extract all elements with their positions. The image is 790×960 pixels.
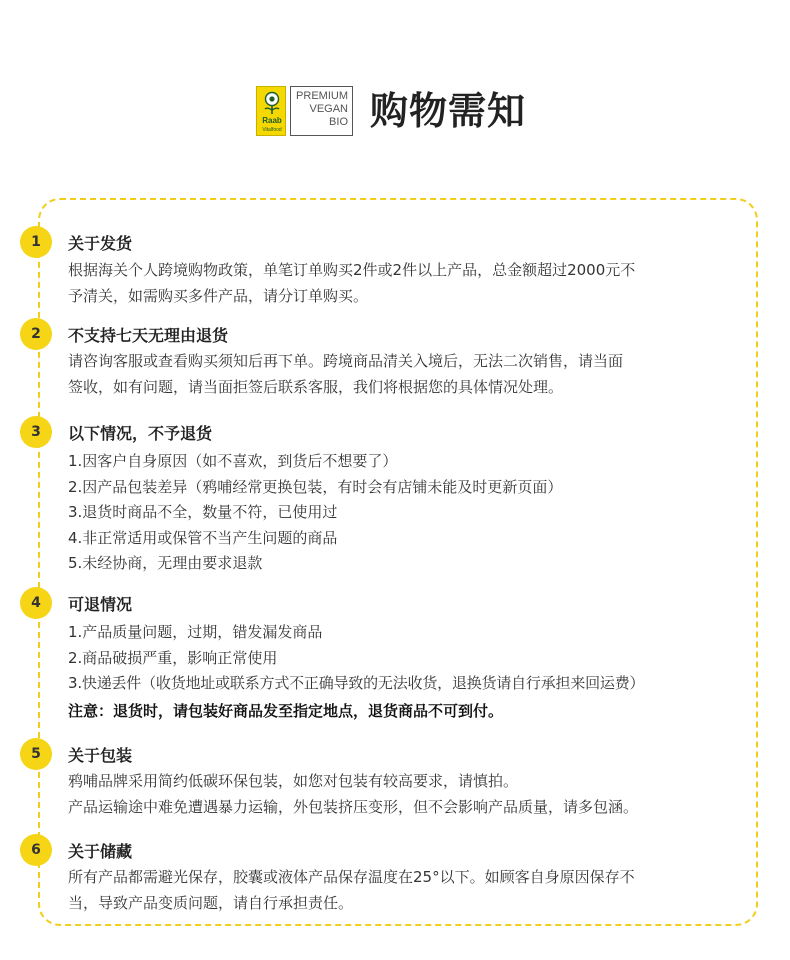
section-title: 可退情况	[68, 595, 133, 614]
premium-vegan-bio-badge	[290, 86, 353, 136]
section-title: 关于包装	[68, 746, 133, 765]
section-title: 关于储藏	[68, 842, 133, 861]
body-line: 当，导致产品变质问题，请自行承担责任。	[68, 893, 354, 912]
section-body	[68, 349, 768, 400]
raab-logo	[256, 86, 286, 136]
body-line: 产品运输途中难免遭遇暴力运输，外包装挤压变形，但不会影响产品质量，请多包涵。	[68, 797, 639, 816]
body-line: 鸦哺品牌采用简约低碳环保包装，如您对包装有较高要求，请慎拍。	[68, 772, 519, 790]
body-line: 根据海关个人跨境购物政策，单笔订单购买2件或2件以上产品，总金额超过2000元不	[68, 261, 636, 279]
body-line: 1.产品质量问题，过期，错发漏发商品	[68, 623, 323, 641]
body-line: 2.因产品包装差异（鸦哺经常更换包装，有时会有店铺未能及时更新页面）	[68, 477, 563, 496]
body-line: 3.退货时商品不全，数量不符，已使用过	[68, 503, 338, 521]
logo-brand-text: Raab	[262, 116, 282, 125]
section-title: 不支持七天无理由退货	[68, 326, 229, 345]
body-line: 请咨询客服或查看购买须知后再下单。跨境商品清关入境后，无法二次销售，请当面	[68, 352, 624, 370]
badge-line: BIO	[329, 116, 348, 128]
body-line: 予清关，如需购买多件产品，请分订单购买。	[68, 286, 369, 305]
section-number-badge: 6	[20, 834, 52, 866]
body-line: 签收，如有问题，请当面拒签后联系客服，我们将根据您的具体情况处理。	[68, 377, 564, 396]
body-line: 5.未经协商，无理由要求退款	[68, 554, 263, 572]
page-header	[0, 86, 790, 142]
section-number-badge: 2	[20, 318, 52, 350]
body-line: 所有产品都需避光保存，胶囊或液体产品保存温度在25°以下。如顾客自身原因保存不	[68, 868, 635, 886]
return-note: 注意：退货时，请包装好商品发至指定地点，退货商品不可到付。	[68, 701, 504, 720]
body-line: 1.因客户自身原因（如不喜欢，到货后不想要了）	[68, 452, 398, 470]
section-title: 关于发货	[68, 234, 133, 253]
section-body	[68, 769, 788, 820]
page-title: 购物需知	[370, 89, 527, 133]
badge-line: VEGAN	[309, 103, 348, 115]
section-body	[68, 258, 768, 309]
section-body	[68, 865, 768, 916]
section-body	[68, 449, 768, 577]
section-body	[68, 620, 788, 724]
flower-logo-icon	[262, 91, 282, 115]
section-number-badge: 4	[20, 587, 52, 619]
body-line: 2.商品破损严重，影响正常使用	[68, 648, 278, 667]
section-number-badge: 3	[20, 416, 52, 448]
section-title: 以下情况，不予退货	[68, 424, 213, 443]
body-line: 3.快递丢件（收货地址或联系方式不正确导致的无法收货，退换货请自行承担来回运费）	[68, 674, 645, 692]
section-number-badge: 1	[20, 226, 52, 258]
badge-line: PREMIUM	[296, 90, 348, 102]
logo-sub-text: Vitalfood	[262, 127, 282, 133]
body-line: 4.非正常适用或保管不当产生问题的商品	[68, 528, 338, 547]
section-number-badge: 5	[20, 738, 52, 770]
